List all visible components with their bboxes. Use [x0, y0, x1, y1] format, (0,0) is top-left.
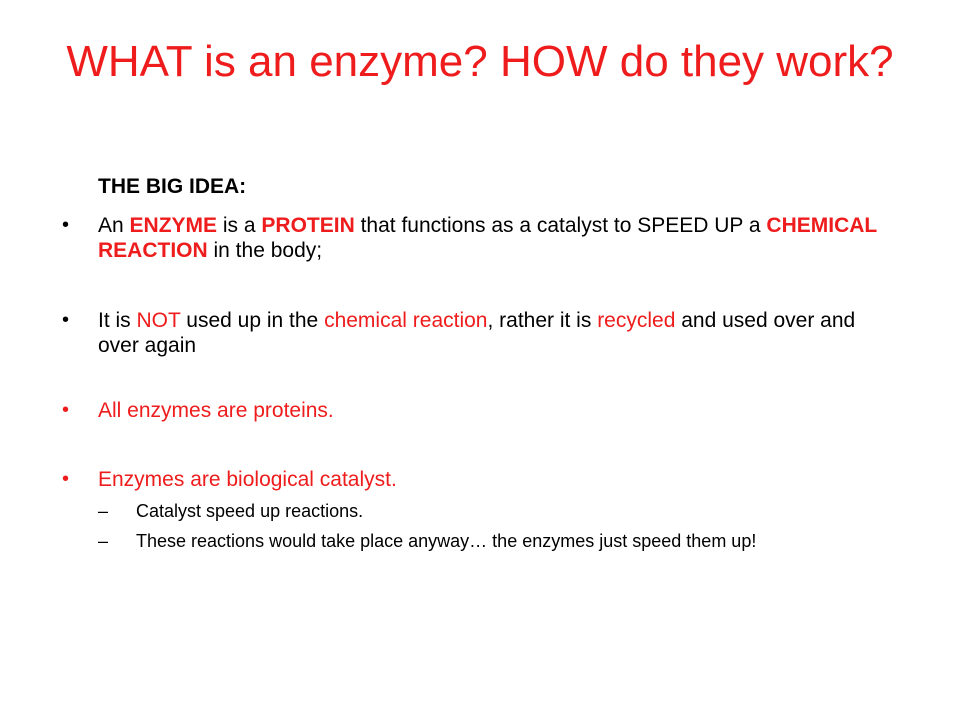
keyword-chemical-reaction: CHEMICAL REACTION	[98, 214, 877, 262]
bullet-dot: •	[62, 214, 70, 236]
bullet-not-used-up	[62, 308, 878, 358]
bullet-text: Enzymes are biological catalyst.	[98, 468, 397, 491]
sub-bullet-text: Catalyst speed up reactions.	[136, 501, 364, 521]
keyword-not: NOT	[136, 309, 181, 332]
text-segment: , rather it is	[487, 309, 598, 332]
text-segment: is a	[217, 214, 262, 237]
bullet-all-proteins	[62, 398, 878, 423]
sub-bullet-text: These reactions would take place anyway… the enzymes just speed them up!	[136, 531, 757, 551]
text-segment: and used over and over again	[98, 309, 856, 357]
keyword-enzyme: ENZYME	[129, 214, 218, 237]
text-segment: An	[98, 214, 130, 237]
text-segment: used up in the	[180, 309, 325, 332]
bullet-dot: •	[62, 309, 70, 331]
bullet-text: All enzymes are proteins.	[98, 399, 334, 422]
text-segment: It is	[98, 309, 137, 332]
text-segment: in the body;	[207, 239, 323, 262]
keyword-protein: PROTEIN	[261, 214, 355, 237]
sub-bullet-speed-up	[98, 500, 878, 522]
sub-bullet-dash: –	[98, 531, 109, 551]
keyword-chemical-reaction: chemical reaction	[324, 309, 488, 332]
big-idea-heading: THE BIG IDEA:	[98, 175, 247, 198]
slide-content	[62, 174, 878, 560]
bullet-dot: •	[62, 468, 70, 490]
keyword-recycled: recycled	[597, 309, 676, 332]
text-segment: that functions as a catalyst to SPEED UP a	[354, 214, 767, 237]
bullet-dot: •	[62, 399, 70, 421]
sub-bullet-dash: –	[98, 501, 109, 521]
slide-title: WHAT is an enzyme? HOW do they work?	[66, 37, 894, 86]
bullet-biological-catalyst	[62, 467, 878, 492]
bullet-enzyme-definition	[62, 213, 878, 263]
sub-bullet-take-place-anyway	[98, 530, 878, 552]
